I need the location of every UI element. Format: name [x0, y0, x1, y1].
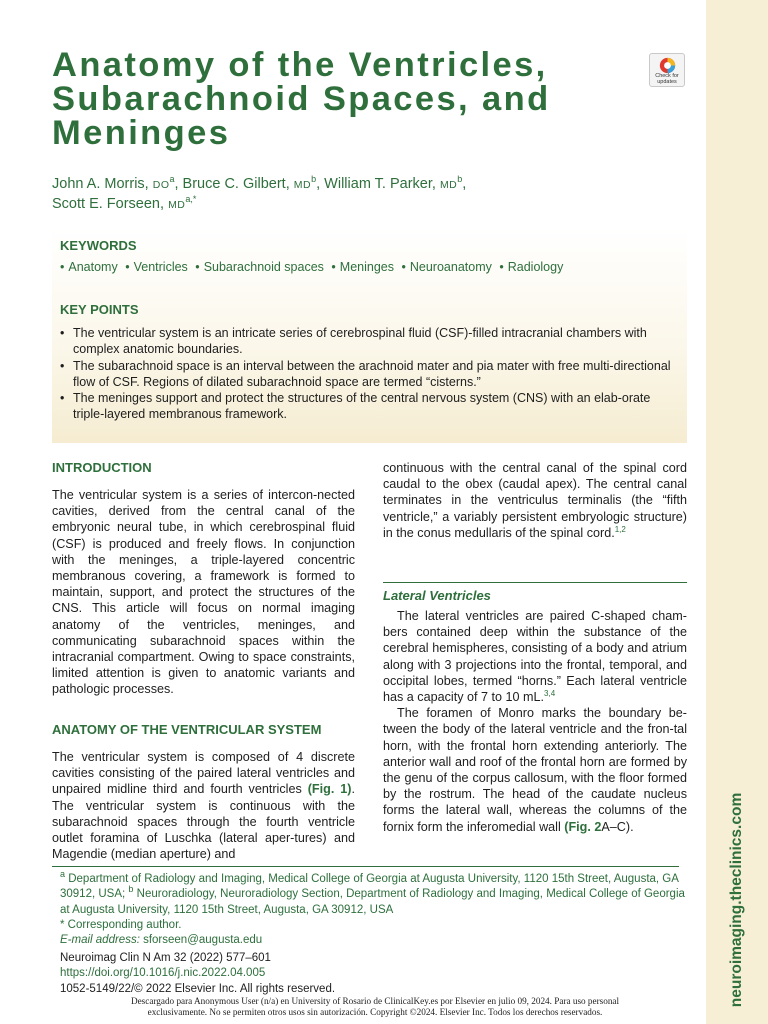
bullet-icon: •	[60, 260, 65, 274]
bullet-icon: •	[499, 260, 504, 274]
body-text: . The ventricular system is continuous with the subarachnoid spaces through the fourth ventricle outlet foramina of Luschka (lateral aper-tures) and Magendie (median aperture) and	[52, 782, 355, 862]
author-separator: ,	[462, 176, 467, 192]
citation-block	[60, 951, 480, 997]
reference-link[interactable]: 1,2	[614, 524, 626, 534]
check-updates-line-1: Check for	[655, 73, 679, 79]
author-name: John A. Morris,	[52, 176, 149, 192]
author-affiliation-mark: b	[457, 174, 463, 185]
body-text: continuous with the central canal of the spinal cord caudal to the obex (caudal apex). The central canal terminates in the ventriculus terminalis (the “fifth ventricle,” a variably persistent embryologic structure) in the conus medullaris of the spinal cord.	[383, 461, 687, 540]
affiliation-footnotes	[60, 869, 685, 948]
affiliation-mark: a	[60, 869, 66, 880]
email-link[interactable]: sforseen@augusta.edu	[143, 934, 263, 947]
title-line-1: Anatomy of the Ventricles,	[52, 46, 548, 84]
title-line-2: Subarachnoid Spaces, and	[52, 80, 551, 118]
key-point-item: • The ventricular system is an intricate series of cerebrospinal fluid (CSF)-filled intracranial chambers with complex anatomic boundaries.	[60, 325, 675, 358]
doi-link[interactable]: https://doi.org/10.1016/j.nic.2022.04.005	[60, 967, 266, 980]
author-affiliation-mark: a	[169, 174, 175, 185]
affiliation-b: Neuroradiology, Neuroradiology Section, Department of Radiology and Imaging, Medical College of Georgia at Augusta University, 1120 15th Street, Augusta, GA 30912, USA	[60, 888, 685, 916]
author-degree: MD	[293, 179, 312, 191]
crossmark-icon	[659, 57, 676, 74]
affiliation-mark: b	[128, 884, 134, 895]
title-line-3: Meninges	[52, 114, 231, 152]
key-point-item: • The meninges support and protect the structures of the central nervous system (CNS) with an elab-orate triple-layered membranous framework.	[60, 390, 675, 423]
author-name: , William T. Parker,	[316, 176, 436, 192]
affiliation-a: Department of Radiology and Imaging, Medical College of Georgia at Augusta University, 1120 15th Street, Augusta, GA 30912, USA;	[60, 873, 679, 901]
bullet-icon: •	[331, 260, 336, 274]
body-text: The foramen of Monro marks the boundary be-tween the body of the lateral ventricle and the fron-tal horn, with the frontal horn extending anteriorly. The anterior wall and roof of the frontal horn are formed by the genu of the corpus callosum, with the floor formed by the rostrum. The head of the caudate nucleus forms the lateral wall, whereas the columns of the fornix form the inferomedial wall	[383, 706, 687, 834]
download-notice-line-1: Descargado para Anonymous User (n/a) en University of Rosario de ClinicalKey.es por Elsevier en julio 09, 2024. Para uso personal	[130, 996, 620, 1006]
body-text: A–C).	[601, 819, 634, 834]
ventricular-system-continuation	[383, 460, 687, 541]
author-degree: MD	[168, 199, 186, 211]
key-point-item: • The subarachnoid space is an interval between the arachnoid mater and pia mater with free multi-directional flow of CSF. Regions of dilated subarachnoid space are termed “cisterns.”	[60, 358, 675, 391]
email-label: E-mail address:	[60, 934, 140, 947]
keyword: Meninges	[339, 260, 394, 274]
author-list	[52, 175, 652, 215]
author-affiliation-mark: a,*	[185, 194, 197, 205]
author-affiliation-mark: b	[311, 174, 317, 185]
download-notice-line-2: exclusivamente. No se permiten otros usos sin autorización. Copyright ©2024. Elsevier Inc. Todos los derechos reservados.	[147, 1007, 603, 1017]
reference-link[interactable]: 3,4	[544, 688, 556, 698]
author-name: Scott E. Forseen,	[52, 196, 165, 212]
figure-1-link[interactable]: (Fig. 1)	[307, 782, 352, 797]
keyword: Subarachnoid spaces	[203, 260, 324, 274]
key-points-list	[60, 325, 675, 423]
ventricular-system-paragraph	[52, 749, 355, 862]
check-updates-line-2: updates	[657, 78, 677, 85]
bullet-icon: •	[195, 260, 200, 274]
author-degree: MD	[439, 179, 458, 191]
journal-url[interactable]: neuroimaging.theclinics.com	[728, 792, 745, 1008]
download-notice	[60, 996, 690, 1018]
keywords-heading: KEYWORDS	[60, 238, 137, 253]
body-text: The lateral ventricles are paired C-shaped cham-bers contained deep within the substance of the cerebral hemispheres, consisting of a body and atrium along with 3 projections into the frontal, temporal, and occipital lobes, termed “horns.” Each lateral ventricle has a capacity of 7 to 10 mL.	[383, 609, 687, 705]
author-name: , Bruce C. Gilbert,	[174, 176, 290, 192]
keyword: Neuroanatomy	[409, 260, 492, 274]
body-text: The ventricular system is composed of 4 discrete cavities consisting of the paired lateral ventricles and unpaired midline third and fourth ventricles	[52, 750, 355, 797]
lateral-ventricles-paragraphs	[383, 608, 687, 835]
introduction-paragraph	[52, 487, 355, 698]
check-for-updates-button[interactable]	[649, 53, 685, 87]
article-title	[52, 48, 632, 150]
keyword: Radiology	[507, 260, 564, 274]
body-text: The ventricular system is a series of intercon-nected cavities, derived from the central canal of the embryonic neural tube, in which cerebrospinal fluid (CSF) is produced and freely flows. In conjunction with the meninges, a triple-layered concentric membranous covering, a framework is formed to maintain, support, and protect the structures of the CNS. This article will focus on normal imaging anatomy of the ventricles, meninges, and communicating subarachnoid spaces within the intracranial compartment. Owing to space constraints, limited attention is given to anatomic variants and pathologic processes.	[52, 488, 355, 697]
ventricular-system-heading: ANATOMY OF THE VENTRICULAR SYSTEM	[52, 722, 322, 737]
keywords-list	[60, 260, 680, 274]
figure-2-link[interactable]: (Fig. 2	[564, 819, 602, 834]
footnote-divider	[52, 866, 679, 867]
bullet-icon: •	[125, 260, 130, 274]
copyright-line: 1052-5149/22/© 2022 Elsevier Inc. All rights reserved.	[60, 982, 336, 995]
keyword: Ventricles	[133, 260, 188, 274]
introduction-heading: INTRODUCTION	[52, 460, 152, 475]
key-points-heading: KEY POINTS	[60, 302, 139, 317]
journal-citation: Neuroimag Clin N Am 32 (2022) 577–601	[60, 952, 271, 964]
lateral-ventricles-heading: Lateral Ventricles	[383, 582, 687, 603]
bullet-icon: •	[401, 260, 406, 274]
author-degree: DO	[152, 179, 170, 191]
keyword: Anatomy	[68, 260, 118, 274]
corresponding-author-note: * Corresponding author.	[60, 918, 182, 931]
